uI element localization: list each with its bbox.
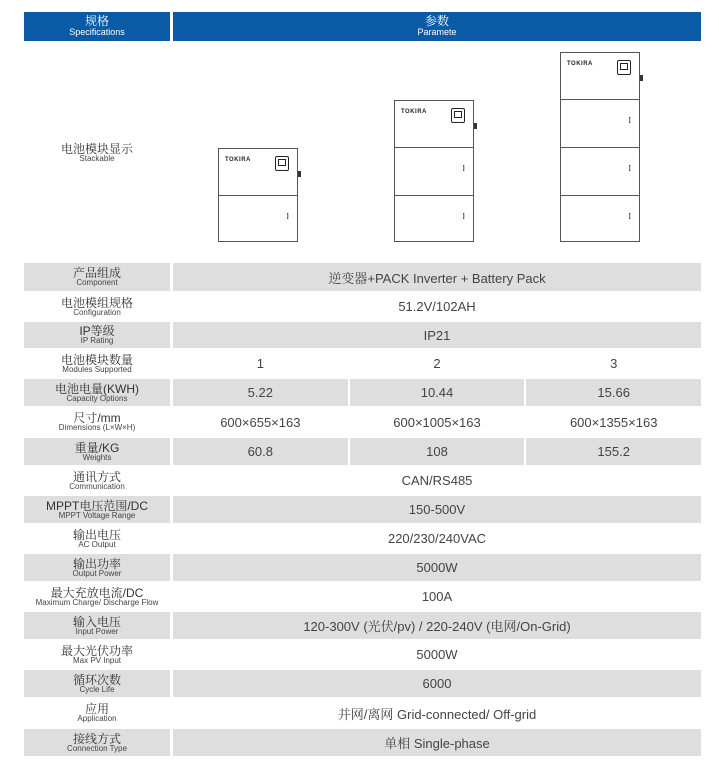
spec-values [173, 583, 701, 610]
spec-row [24, 583, 701, 610]
spec-label [24, 350, 170, 377]
stackable-label [24, 43, 170, 263]
module-indicator-icon: ⁞ [462, 212, 465, 221]
spec-row [24, 729, 701, 756]
brand-logo: TOKIRA [401, 109, 427, 115]
spec-value: 51.2V/102AH [173, 293, 701, 320]
spec-values [173, 408, 701, 436]
spec-value: 5000W [173, 641, 701, 668]
module-indicator-icon: ⁞ [286, 212, 289, 221]
spec-label [24, 322, 170, 348]
spec-value: 60.8 [173, 438, 348, 465]
spec-value: 5000W [173, 554, 701, 581]
spec-row [24, 525, 701, 552]
header-param [173, 12, 701, 41]
side-switch-icon [640, 75, 643, 81]
spec-label [24, 263, 170, 291]
spec-label-en: Dimensions (L×W×H) [58, 423, 136, 432]
spec-label-en: Configuration [73, 307, 121, 317]
module-indicator-icon: ⁞ [628, 212, 631, 221]
spec-label-en: Cycle Life [79, 684, 115, 694]
spec-label [24, 641, 170, 668]
side-switch-icon [298, 171, 301, 177]
spec-row [24, 379, 701, 406]
spec-label-en: Application [77, 714, 117, 723]
spec-value: 2 [350, 350, 525, 377]
spec-values [173, 467, 701, 494]
spec-label [24, 699, 170, 727]
battery-module [219, 195, 297, 243]
spec-label-en: Maximum Charge/ Discharge Flow [35, 597, 159, 607]
spec-label-zh: 输出电压 [72, 527, 121, 542]
spec-row [24, 438, 701, 465]
module-indicator-icon: ⁞ [628, 116, 631, 125]
spec-sheet [24, 12, 701, 758]
battery-cabinet-image [394, 100, 474, 242]
spec-label-en: Capacity Options [66, 393, 128, 403]
spec-row [24, 293, 701, 320]
battery-module [561, 195, 639, 243]
spec-value: 220/230/240VAC [173, 525, 701, 552]
spec-row [24, 554, 701, 581]
spec-label-zh: 电池模块数量 [60, 352, 133, 367]
spec-values [173, 293, 701, 320]
spec-row [24, 496, 701, 523]
stackable-label-zh: 电池模块显示 [60, 141, 133, 156]
spec-label-zh: IP等级 [79, 324, 115, 338]
spec-label-zh: 最大光伏功率 [60, 643, 133, 658]
spec-value: IP21 [173, 322, 701, 348]
spec-label-en: Weights [82, 452, 112, 462]
spec-values [173, 438, 701, 465]
spec-label [24, 670, 170, 697]
spec-value: CAN/RS485 [173, 467, 701, 494]
spec-row [24, 670, 701, 697]
spec-label-en: MPPT Voltage Range [58, 510, 136, 520]
spec-label-zh: MPPT电压范围/DC [45, 498, 148, 513]
spec-value: 120-300V (光伏/pv) / 220-240V (电网/On-Grid) [173, 612, 701, 639]
spec-value: 并网/离网 Grid-connected/ Off-grid [173, 699, 701, 727]
spec-value: 150-500V [173, 496, 701, 523]
stackable-label-en: Stackable [79, 154, 115, 164]
spec-values [173, 263, 701, 291]
spec-label-en: AC Output [78, 539, 116, 549]
spec-label-en: IP Rating [80, 336, 114, 345]
spec-label-zh: 接线方式 [72, 731, 121, 746]
header-spec [24, 12, 170, 41]
display-screen-icon [617, 60, 631, 75]
spec-label-en: Communication [69, 481, 125, 491]
header-spec-en: Specifications [69, 27, 125, 38]
spec-values [173, 322, 701, 348]
display-screen-icon [275, 156, 289, 171]
spec-value: 108 [350, 438, 525, 465]
spec-value: 6000 [173, 670, 701, 697]
stackable-row [24, 43, 701, 263]
spec-value: 100A [173, 583, 701, 610]
display-screen-icon [451, 108, 465, 123]
spec-label [24, 408, 170, 436]
table-header [24, 12, 701, 41]
spec-label [24, 467, 170, 494]
spec-values [173, 699, 701, 727]
spec-values [173, 496, 701, 523]
spec-values [173, 612, 701, 639]
spec-label [24, 729, 170, 756]
spec-row [24, 408, 701, 436]
spec-values [173, 379, 701, 406]
spec-label-zh: 尺寸/mm [73, 411, 121, 425]
spec-row [24, 612, 701, 639]
spec-label-zh: 循环次数 [72, 672, 121, 687]
spec-label-en: Output Power [72, 568, 122, 578]
spec-values [173, 350, 701, 377]
spec-value: 逆变器+PACK Inverter + Battery Pack [173, 263, 701, 291]
spec-label-en: Connection Type [67, 743, 127, 753]
battery-cabinet-image [560, 52, 640, 242]
spec-values [173, 554, 701, 581]
battery-module [561, 147, 639, 195]
spec-value: 600×1355×163 [526, 408, 701, 436]
battery-module [395, 147, 473, 195]
spec-label [24, 293, 170, 320]
spec-row [24, 699, 701, 727]
spec-row [24, 350, 701, 377]
spec-value: 600×655×163 [173, 408, 348, 436]
header-param-zh: 参数 [424, 14, 449, 29]
side-switch-icon [474, 123, 477, 129]
spec-label-zh: 重量/KG [74, 440, 120, 455]
spec-values [173, 729, 701, 756]
spec-label [24, 438, 170, 465]
spec-label-zh: 输出功率 [72, 556, 121, 571]
spec-value: 1 [173, 350, 348, 377]
spec-rows [24, 263, 701, 756]
spec-label-en: Max PV Input [72, 655, 122, 665]
spec-label-zh: 电池电量(KWH) [55, 381, 139, 396]
spec-label-en: Modules Supported [62, 364, 132, 374]
module-indicator-icon: ⁞ [628, 164, 631, 173]
spec-label [24, 379, 170, 406]
spec-values [173, 641, 701, 668]
product-images [170, 43, 701, 263]
spec-label-en: Component [76, 278, 118, 287]
brand-logo: TOKIRA [225, 157, 251, 163]
spec-value: 5.22 [173, 379, 348, 406]
spec-values [173, 525, 701, 552]
spec-label-zh: 输入电压 [72, 614, 121, 629]
spec-row [24, 467, 701, 494]
spec-value: 3 [526, 350, 701, 377]
spec-label-zh: 电池模组规格 [60, 295, 133, 310]
spec-label-en: Input Power [75, 626, 119, 636]
spec-value: 10.44 [350, 379, 525, 406]
spec-label [24, 612, 170, 639]
spec-row [24, 263, 701, 291]
module-indicator-icon: ⁞ [462, 164, 465, 173]
spec-values [173, 670, 701, 697]
spec-row [24, 322, 701, 348]
spec-row [24, 641, 701, 668]
header-spec-zh: 规格 [84, 14, 109, 29]
battery-module [561, 99, 639, 147]
spec-label-zh: 最大充放电流/DC [50, 585, 144, 600]
spec-value: 600×1005×163 [350, 408, 525, 436]
brand-logo: TOKIRA [567, 61, 593, 67]
spec-label [24, 583, 170, 610]
spec-label-zh: 通讯方式 [72, 469, 121, 484]
spec-value: 155.2 [526, 438, 701, 465]
header-param-en: Paramete [417, 27, 457, 38]
spec-value: 15.66 [526, 379, 701, 406]
spec-value: 单相 Single-phase [173, 729, 701, 756]
spec-label-zh: 产品组成 [72, 266, 121, 280]
battery-module [395, 195, 473, 243]
spec-label [24, 554, 170, 581]
battery-cabinet-image [218, 148, 298, 242]
spec-label [24, 496, 170, 523]
spec-label [24, 525, 170, 552]
spec-label-zh: 应用 [84, 702, 109, 716]
